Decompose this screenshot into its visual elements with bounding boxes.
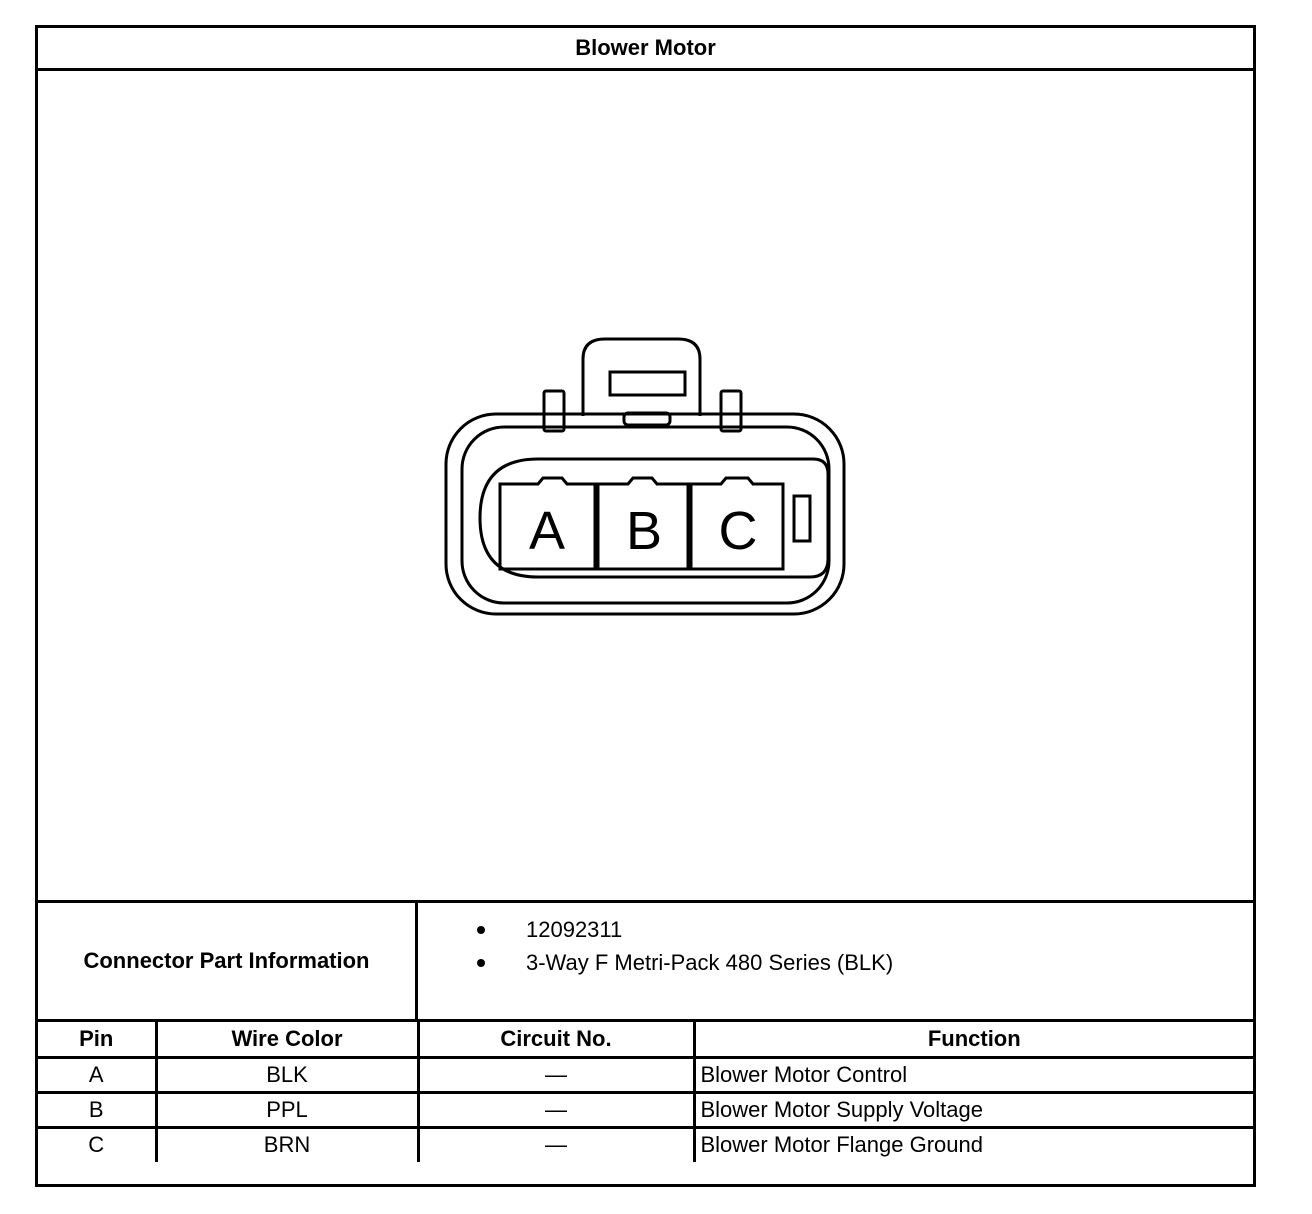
cavity-label-c: C [718, 501, 758, 561]
wire-color-cell: BLK [156, 1057, 418, 1092]
pin-cell: B [38, 1092, 156, 1127]
circuit-cell: — [418, 1057, 694, 1092]
pin-table [38, 1022, 1253, 1162]
left-post [544, 391, 564, 431]
header-function: Function [694, 1022, 1253, 1057]
function-cell: Blower Motor Control [694, 1057, 1253, 1092]
connector-key [794, 496, 810, 541]
pin-cell: A [38, 1057, 156, 1092]
connector-sheet [35, 25, 1256, 1187]
sheet-title: Blower Motor [38, 28, 1253, 71]
cavity-label-b: B [625, 501, 663, 561]
table-row [38, 1092, 1253, 1127]
pin-table-header [38, 1022, 1253, 1057]
table-row [38, 1057, 1253, 1092]
table-row [38, 1127, 1253, 1162]
function-cell: Blower Motor Supply Voltage [694, 1092, 1253, 1127]
pin-cell: C [38, 1127, 156, 1162]
part-number: 12092311 [418, 913, 1253, 946]
function-cell: Blower Motor Flange Ground [694, 1127, 1253, 1162]
connector-lock-tab [583, 339, 700, 416]
circuit-cell: — [418, 1127, 694, 1162]
connector-description: 3-Way F Metri-Pack 480 Series (BLK) [418, 946, 1253, 979]
connector-info-label: Connector Part Information [38, 903, 418, 1019]
header-wire-color: Wire Color [156, 1022, 418, 1057]
connector-info-list [418, 913, 1253, 979]
connector-face-diagram [438, 329, 858, 629]
header-circuit-no: Circuit No. [418, 1022, 694, 1057]
right-post [721, 391, 741, 431]
connector-part-information [38, 903, 1253, 1022]
connector-diagram-area [38, 71, 1253, 903]
wire-color-cell: BRN [156, 1127, 418, 1162]
wire-color-cell: PPL [156, 1092, 418, 1127]
lock-tab-window [610, 372, 685, 395]
header-pin: Pin [38, 1022, 156, 1057]
cavity-label-a: A [528, 501, 566, 561]
circuit-cell: — [418, 1092, 694, 1127]
